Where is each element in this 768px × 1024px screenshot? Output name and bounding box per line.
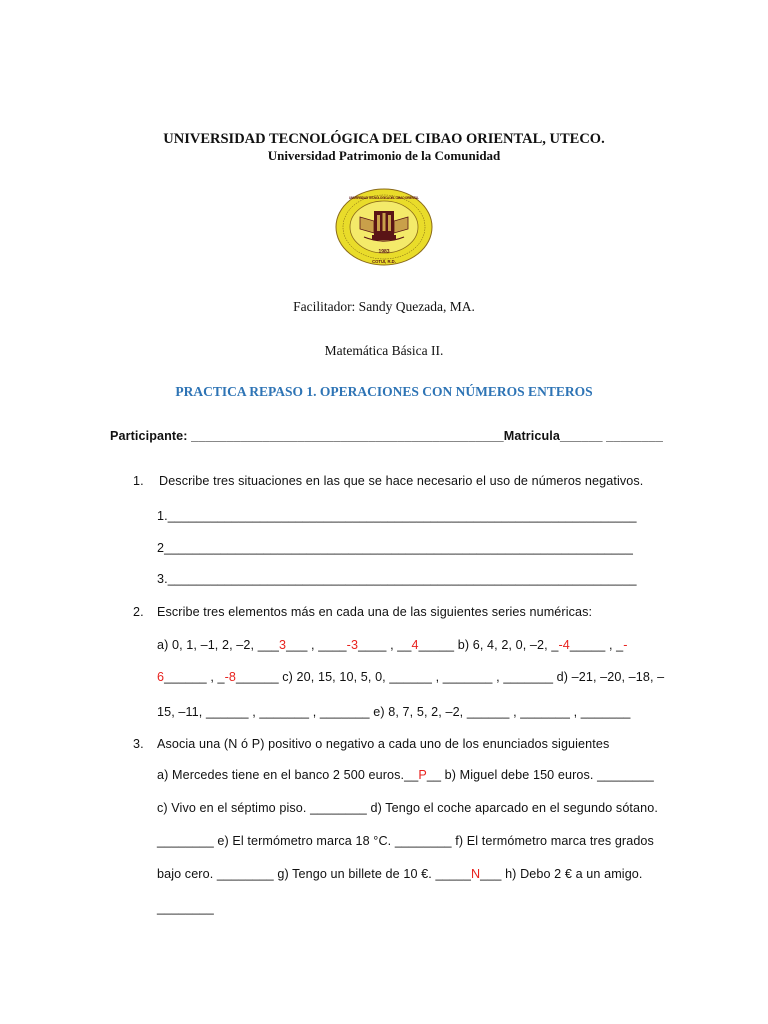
q3-answer-g: N xyxy=(470,867,481,881)
q2-answer-6: -8 xyxy=(224,670,237,684)
q1-answer-line-2: 2__________________________________________________________________ xyxy=(157,541,633,555)
q1-answer-line-1: 1.__________________________________________________________________ xyxy=(157,509,637,523)
q2-series-line-1: a) 0, 1, –1, 2, –2, ___3___ , ____-3____ , __4_____ b) 6, 4, 2, 0, –2, _-4_____ , _- xyxy=(157,638,628,652)
university-name: UNIVERSIDAD TECNOLÓGICA DEL CIBAO ORIENTAL, UTECO. xyxy=(163,131,605,147)
seal-ring-text: UNIVERSIDAD TECNOLÓGICA DEL CIBAO ORIENTAL xyxy=(349,196,419,200)
q2-series-b: _____ b) 6, 4, 2, 0, –2, _ xyxy=(418,638,559,652)
q2-number: 2. xyxy=(133,605,144,619)
q2-answer-1: 3 xyxy=(279,638,287,652)
q2-series-line-2: 6______ , _-8______ c) 20, 15, 10, 5, 0, ______ , _______ , _______ d) –21, –20, –18, – xyxy=(157,670,665,684)
q2-answer-5a: - xyxy=(623,638,628,652)
q2-series-a: a) 0, 1, –1, 2, –2, ___ xyxy=(157,638,280,652)
q2-series-line-3: 15, –11, ______ , _______ , _______ e) 8, 7, 5, 2, –2, ______ , _______ , _______ xyxy=(157,705,631,719)
university-seal-logo xyxy=(334,187,434,267)
course-name: Matemática Básica II. xyxy=(324,343,444,358)
q2-text: Escribe tres elementos más en cada una de las siguientes series numéricas: xyxy=(157,605,593,619)
seal-bottom-text: COTUÍ, R.D. xyxy=(372,259,396,264)
participant-field: Participante: ____________________________________________Matricula______ ________ xyxy=(110,429,664,443)
q2-answer-3: 4 xyxy=(411,638,419,652)
q2-answer-5b: 6 xyxy=(157,670,165,684)
q3-line-3: ________ e) El termómetro marca 18 °C. ________ f) El termómetro marca tres grados xyxy=(157,834,654,848)
seal-year: 1983 xyxy=(378,249,390,255)
q2-answer-4: -4 xyxy=(558,638,570,652)
q3-answer-a: P xyxy=(418,768,427,782)
facilitator-line: Facilitador: Sandy Quezada, MA. xyxy=(293,299,475,314)
university-tagline: Universidad Patrimonio de la Comunidad xyxy=(267,148,501,163)
q3-line-1: a) Mercedes tiene en el banco 2 500 euros.__P__ b) Miguel debe 150 euros. ________ xyxy=(157,768,654,782)
q3-number: 3. xyxy=(133,737,144,751)
practice-title: PRACTICA REPASO 1. OPERACIONES CON NÚMEROS ENTEROS xyxy=(175,384,593,399)
q2-series-c-d: ______ c) 20, 15, 10, 5, 0, ______ , _______ , _______ d) –21, –20, –18, – xyxy=(236,670,665,684)
q3-line-5: ________ xyxy=(157,901,214,915)
q3-line-4: bajo cero. ________ g) Tengo un billete de 10 €. _____N___ h) Debo 2 € a un amigo. xyxy=(157,867,643,881)
q1-answer-line-3: 3.__________________________________________________________________ xyxy=(157,572,637,586)
q1-number: 1. xyxy=(133,474,144,488)
q1-text: Describe tres situaciones en las que se hace necesario el uso de números negativos. xyxy=(159,474,644,488)
q3-line-2: c) Vivo en el séptimo piso. ________ d) Tengo el coche aparcado en el segundo sótano. xyxy=(157,801,658,815)
q2-answer-2: -3 xyxy=(346,638,359,652)
q3-text: Asocia una (N ó P) positivo o negativo a cada uno de los enunciados siguientes xyxy=(157,737,610,751)
